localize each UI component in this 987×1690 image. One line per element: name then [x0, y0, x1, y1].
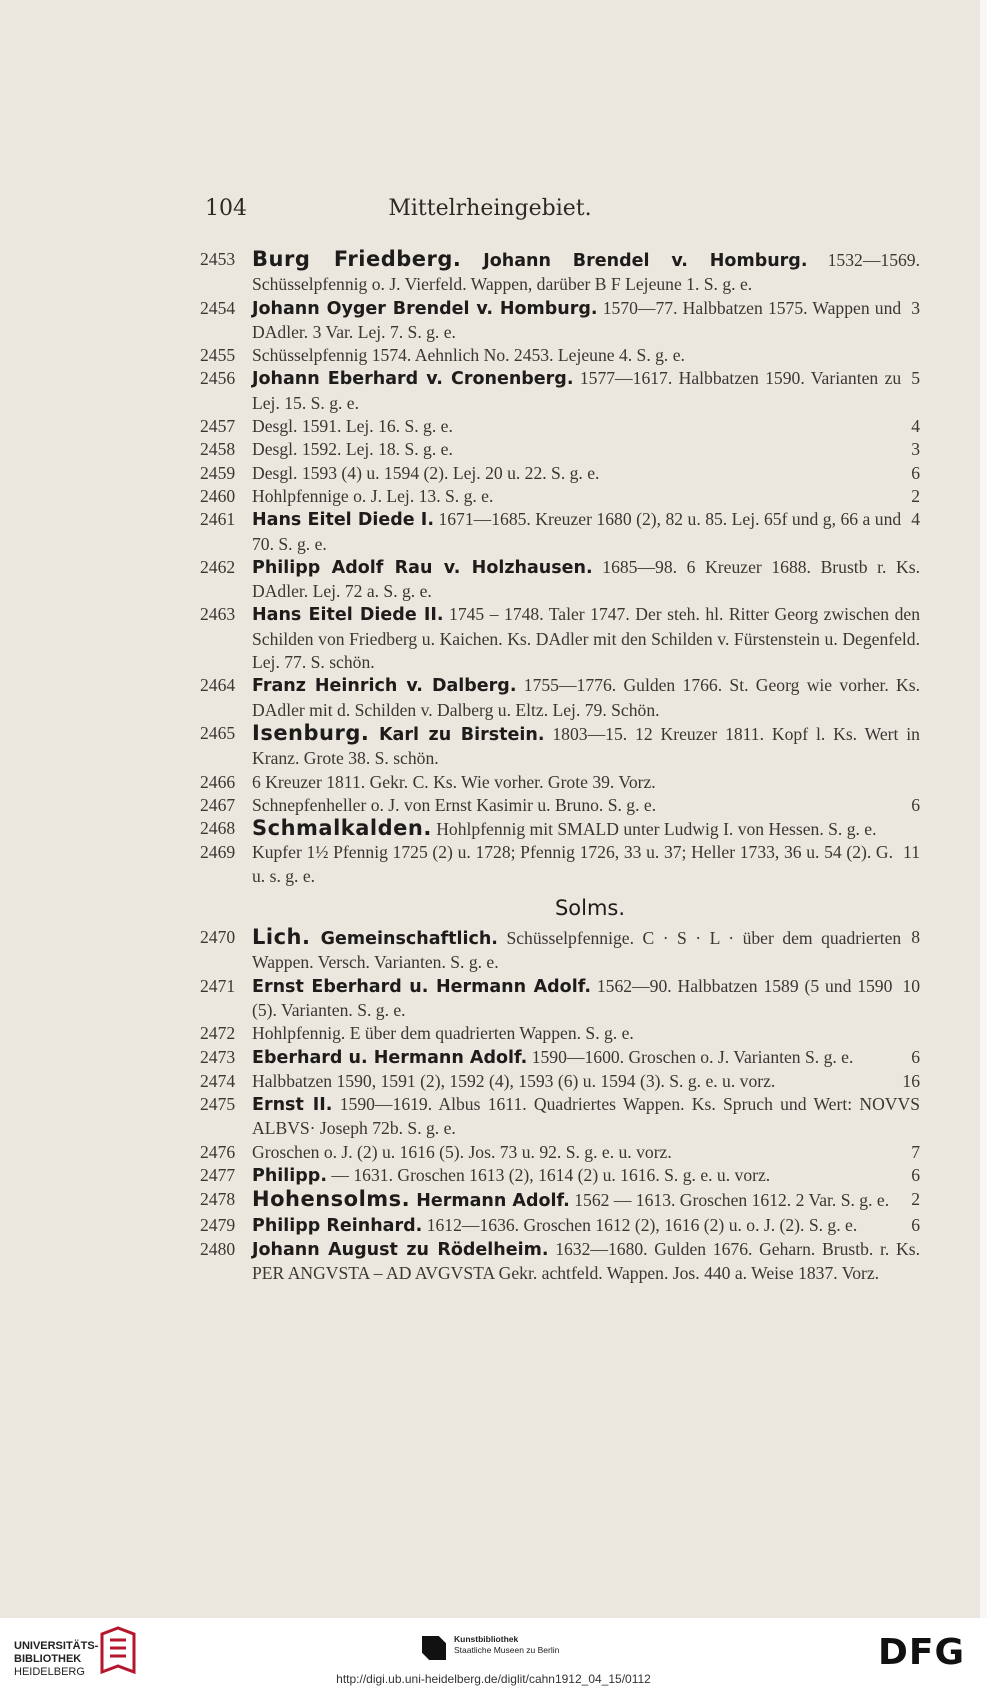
entry-ruler-heading: Johann Eberhard v. Cronenberg.	[252, 369, 574, 390]
entry-text	[252, 603, 920, 674]
entry-ruler-heading: Philipp.	[252, 1165, 327, 1186]
entry-number: 2455	[200, 345, 236, 366]
catalog-entry	[200, 817, 920, 841]
entry-description: 1671—1685. Kreuzer 1680 (2), 82 u. 85. Lej. 65f und g, 66 a und 70. S. g. e.	[252, 509, 902, 554]
entry-text	[252, 344, 920, 367]
entry-text	[252, 508, 920, 556]
entry-number: 2460	[200, 485, 236, 506]
entry-text	[252, 1070, 920, 1093]
entry-text	[252, 462, 920, 485]
entry-description: 1612—1636. Groschen 1612 (2), 1616 (2) u. o. J. (2). S. g. e.	[422, 1214, 858, 1235]
entry-text	[252, 556, 920, 604]
entry-count: 4	[911, 509, 920, 530]
entry-number: 2473	[200, 1046, 236, 1067]
entry-number: 2458	[200, 439, 236, 460]
entry-list-mittelrhein	[200, 248, 920, 888]
catalog-entry	[200, 462, 920, 485]
catalog-entry	[200, 771, 920, 794]
catalog-content	[200, 248, 920, 1285]
catalog-entry	[200, 344, 920, 367]
entry-description: 1803—15. 12 Kreuzer 1811. Kopf l. Ks. Wert in Kranz. Grote 38. S. schön.	[252, 723, 920, 769]
entry-description: Groschen o. J. (2) u. 1616 (5). Jos. 73 u. 92. S. g. e. u. vorz.	[252, 1141, 672, 1162]
entry-count: 5	[911, 368, 920, 389]
uni-logo-line3: HEIDELBERG	[14, 1666, 85, 1678]
entry-text	[252, 415, 920, 438]
entry-count: 3	[911, 439, 920, 460]
entry-number: 2476	[200, 1141, 236, 1162]
entry-text	[252, 485, 920, 508]
entry-count: 4	[911, 416, 920, 437]
entry-description: 1745 – 1748. Taler 1747. Der steh. hl. Ritter Georg zwischen den Schilden von Friedberg u. Kaichen. Ks. DAdler mit den Schilden v. Fürstenstein u. Degenfeld. Lej. 77. S. schön.	[252, 604, 920, 673]
entry-number: 2462	[200, 556, 236, 577]
entry-number: 2453	[200, 249, 236, 269]
entry-ruler-heading: Johann August zu Rödelheim.	[252, 1239, 549, 1260]
catalog-entry	[200, 1238, 920, 1286]
entry-text	[252, 367, 920, 415]
entry-text	[252, 1093, 920, 1141]
entry-description: 1590—1600. Groschen o. J. Varianten S. g. e.	[527, 1046, 854, 1067]
catalog-entry	[200, 1164, 920, 1188]
catalog-entry	[200, 841, 920, 888]
entry-count: 2	[911, 485, 920, 506]
entry-number: 2465	[200, 722, 236, 743]
entry-text	[252, 1214, 920, 1238]
entry-text	[252, 1188, 920, 1213]
entry-number: 2478	[200, 1189, 236, 1210]
section-heading-solms: Solms.	[554, 896, 626, 921]
entry-text	[252, 248, 920, 297]
entry-description: Hohlpfennig. E über dem quadrierten Wappen. S. g. e.	[252, 1023, 634, 1044]
entry-ruler-heading: Hans Eitel Diede II.	[252, 605, 444, 626]
entry-description: 1562—90. Halbbatzen 1589 (5 und 1590 (5). Varianten. S. g. e.	[252, 975, 893, 1020]
entry-text	[252, 841, 920, 888]
footer-bar	[0, 1618, 987, 1690]
catalog-entry	[200, 367, 920, 415]
catalog-entry	[200, 926, 920, 975]
entry-number: 2464	[200, 675, 236, 696]
entry-count: 6	[911, 462, 920, 483]
entry-description: 1590—1619. Albus 1611. Quadriertes Wappen. Ks. Spruch und Wert: NOVVS ALBVS· Joseph 72b. S. g. e.	[252, 1094, 920, 1139]
entry-ruler-heading: Philipp Reinhard.	[252, 1215, 423, 1236]
entry-ruler-heading: Hermann Adolf.	[410, 1191, 570, 1212]
entry-count: 3	[911, 297, 920, 318]
entry-description: 6 Kreuzer 1811. Gekr. C. Ks. Wie vorher. Grote 39. Vorz.	[252, 771, 656, 792]
catalog-entry	[200, 1046, 920, 1070]
entry-text	[252, 1022, 920, 1045]
entry-number: 2466	[200, 771, 236, 792]
entry-number: 2479	[200, 1214, 236, 1235]
entry-description: Hohlpfennig mit SMALD unter Ludwig I. von Hessen. S. g. e.	[431, 819, 877, 840]
catalog-entry	[200, 508, 920, 556]
entry-ruler-heading: Johann Oyger Brendel v. Homburg.	[252, 298, 598, 319]
permalink-url[interactable]: http://digi.ub.uni-heidelberg.de/diglit/cahn1912_04_15/0112	[336, 1672, 651, 1686]
entry-list-solms	[200, 926, 920, 1285]
entry-number: 2469	[200, 842, 236, 863]
entry-number: 2477	[200, 1164, 236, 1185]
entry-ruler-heading: Eberhard u. Hermann Adolf.	[252, 1047, 528, 1068]
entry-count: 11	[903, 842, 920, 863]
entry-number: 2454	[200, 297, 236, 318]
entry-description: 1562 — 1613. Groschen 1612. 2 Var. S. g. e.	[569, 1190, 890, 1211]
entry-number: 2457	[200, 416, 236, 437]
entry-text	[252, 817, 920, 841]
entry-count: 6	[911, 1164, 920, 1185]
entry-text	[252, 297, 920, 345]
catalog-entry	[200, 1022, 920, 1045]
entry-ruler-heading: Gemeinschaftlich.	[310, 929, 498, 950]
entry-description: Halbbatzen 1590, 1591 (2), 1592 (4), 1593 (6) u. 1594 (3). S. g. e. u. vorz.	[252, 1070, 776, 1091]
entry-number: 2470	[200, 927, 236, 948]
catalog-entry	[200, 415, 920, 438]
entry-text	[252, 722, 920, 771]
entry-place-heading: Burg Friedberg.	[252, 247, 462, 271]
entry-count: 16	[902, 1070, 920, 1091]
page-edge	[980, 0, 987, 1618]
entry-count: 10	[902, 975, 920, 996]
entry-description: Desgl. 1592. Lej. 18. S. g. e.	[252, 439, 453, 460]
catalog-entry	[200, 248, 920, 297]
entry-count: 6	[911, 794, 920, 815]
catalog-entry	[200, 1188, 920, 1213]
uni-logo-line2: BIBLIOTHEK	[14, 1653, 82, 1665]
entry-number: 2480	[200, 1238, 236, 1259]
catalog-entry	[200, 722, 920, 771]
entry-count: 6	[911, 1214, 920, 1235]
entry-place-heading: Schmalkalden.	[252, 816, 432, 841]
entry-ruler-heading: Franz Heinrich v. Dalberg.	[252, 676, 517, 697]
entry-ruler-heading: Ernst II.	[252, 1095, 333, 1116]
kunstbibliothek-icon	[422, 1636, 446, 1660]
catalog-entry	[200, 297, 920, 345]
entry-text	[252, 1046, 920, 1070]
entry-count: 6	[911, 1046, 920, 1067]
entry-number: 2468	[200, 818, 236, 839]
entry-description: 1577—1617. Halbbatzen 1590. Varianten zu Lej. 15. S. g. e.	[252, 368, 902, 413]
entry-number: 2471	[200, 975, 236, 996]
entry-text	[252, 771, 920, 794]
entry-description: 1570—77. Halbbatzen 1575. Wappen und DAdler. 3 Var. Lej. 7. S. g. e.	[252, 297, 902, 342]
entry-number: 2461	[200, 509, 236, 530]
entry-ruler-heading: Karl zu Birstein.	[369, 724, 545, 745]
catalog-entry	[200, 485, 920, 508]
entry-ruler-heading: Philipp Adolf Rau v. Holzhausen.	[252, 557, 593, 578]
entry-description: — 1631. Groschen 1613 (2), 1614 (2) u. 1616. S. g. e. u. vorz.	[326, 1164, 771, 1185]
entry-description: Schüsselpfennige. C · S · L · über dem quadrierten Wappen. Versch. Varianten. S. g. e.	[252, 928, 902, 973]
entry-number: 2459	[200, 462, 236, 483]
entry-number: 2475	[200, 1094, 236, 1115]
uni-emblem-icon	[98, 1626, 138, 1676]
kb-line2: Staatliche Museen zu Berlin	[454, 1645, 560, 1655]
catalog-entry	[200, 1070, 920, 1093]
catalog-entry	[200, 603, 920, 674]
entry-text	[252, 438, 920, 461]
entry-description: 1685—98. 6 Kreuzer 1688. Brustb r. Ks. DAdler. Lej. 72 a. S. g. e.	[252, 556, 920, 602]
catalog-entry	[200, 556, 920, 604]
catalog-entry	[200, 438, 920, 461]
entry-place-heading: Lich.	[252, 925, 311, 950]
entry-count: 7	[911, 1141, 920, 1162]
entry-number: 2474	[200, 1070, 236, 1091]
entry-description: Desgl. 1593 (4) u. 1594 (2). Lej. 20 u. 22. S. g. e.	[252, 462, 600, 483]
kb-line1: Kunstbibliothek	[454, 1634, 519, 1644]
entry-number: 2463	[200, 604, 236, 625]
entry-text	[252, 926, 920, 975]
kunstbibliothek-logo[interactable]	[422, 1628, 602, 1668]
entry-text	[252, 1238, 920, 1286]
entry-text	[252, 794, 920, 817]
entry-description: Schnepfenheller o. J. von Ernst Kasimir u. Bruno. S. g. e.	[252, 794, 657, 815]
entry-ruler-heading: Ernst Eberhard u. Hermann Adolf.	[252, 976, 592, 997]
catalog-entry	[200, 1214, 920, 1238]
dfg-logo[interactable]: DFG	[878, 1632, 966, 1673]
catalog-entry	[200, 1093, 920, 1141]
entry-text	[252, 674, 920, 722]
running-head	[0, 196, 980, 226]
entry-ruler-heading: Hans Eitel Diede I.	[252, 510, 434, 531]
page-number: 104	[205, 196, 247, 221]
entry-text	[252, 1164, 920, 1188]
entry-text	[252, 975, 920, 1023]
entry-description: Hohlpfennige o. J. Lej. 13. S. g. e.	[252, 485, 494, 506]
entry-number: 2456	[200, 368, 236, 389]
entry-text	[252, 1141, 920, 1164]
entry-description: Schüsselpfennig 1574. Aehnlich No. 2453. Lejeune 4. S. g. e.	[252, 345, 685, 366]
entry-place-heading: Hohensolms.	[252, 1187, 411, 1212]
entry-place-heading: Isenburg.	[252, 720, 370, 745]
entry-description: 1532—1569. Schüsselpfennig o. J. Vierfeld. Wappen, darüber B F Lejeune 1. S. g. e.	[252, 250, 920, 295]
uni-logo-line1: UNIVERSITÄTS-	[14, 1640, 99, 1652]
catalog-entry	[200, 975, 920, 1023]
entry-count: 2	[911, 1189, 920, 1210]
entry-description: Kupfer 1½ Pfennig 1725 (2) u. 1728; Pfennig 1726, 33 u. 37; Heller 1733, 36 u. 54 (2). G. u. s. g. e.	[252, 842, 894, 886]
catalog-entry	[200, 674, 920, 722]
page-title: Mittelrheingebiet.	[388, 196, 592, 221]
entry-description: 1632—1680. Gulden 1676. Geharn. Brustb. r. Ks. PER ANGVSTA – AD AVGVSTA Gekr. achtfeld. Wappen. Jos. 440 a. Weise 1837. Vorz.	[252, 1238, 920, 1284]
entry-count: 8	[911, 927, 920, 948]
entry-ruler-heading: Johann Brendel v. Homburg.	[461, 251, 808, 271]
entry-number: 2467	[200, 794, 236, 815]
catalog-entry	[200, 794, 920, 817]
entry-description: 1755—1776. Gulden 1766. St. Georg wie vorher. Ks. DAdler mit d. Schilden v. Dalberg u. Eltz. Lej. 79. Schön.	[252, 675, 920, 720]
entry-description: Desgl. 1591. Lej. 16. S. g. e.	[252, 416, 453, 437]
catalog-entry	[200, 1141, 920, 1164]
entry-number: 2472	[200, 1023, 236, 1044]
